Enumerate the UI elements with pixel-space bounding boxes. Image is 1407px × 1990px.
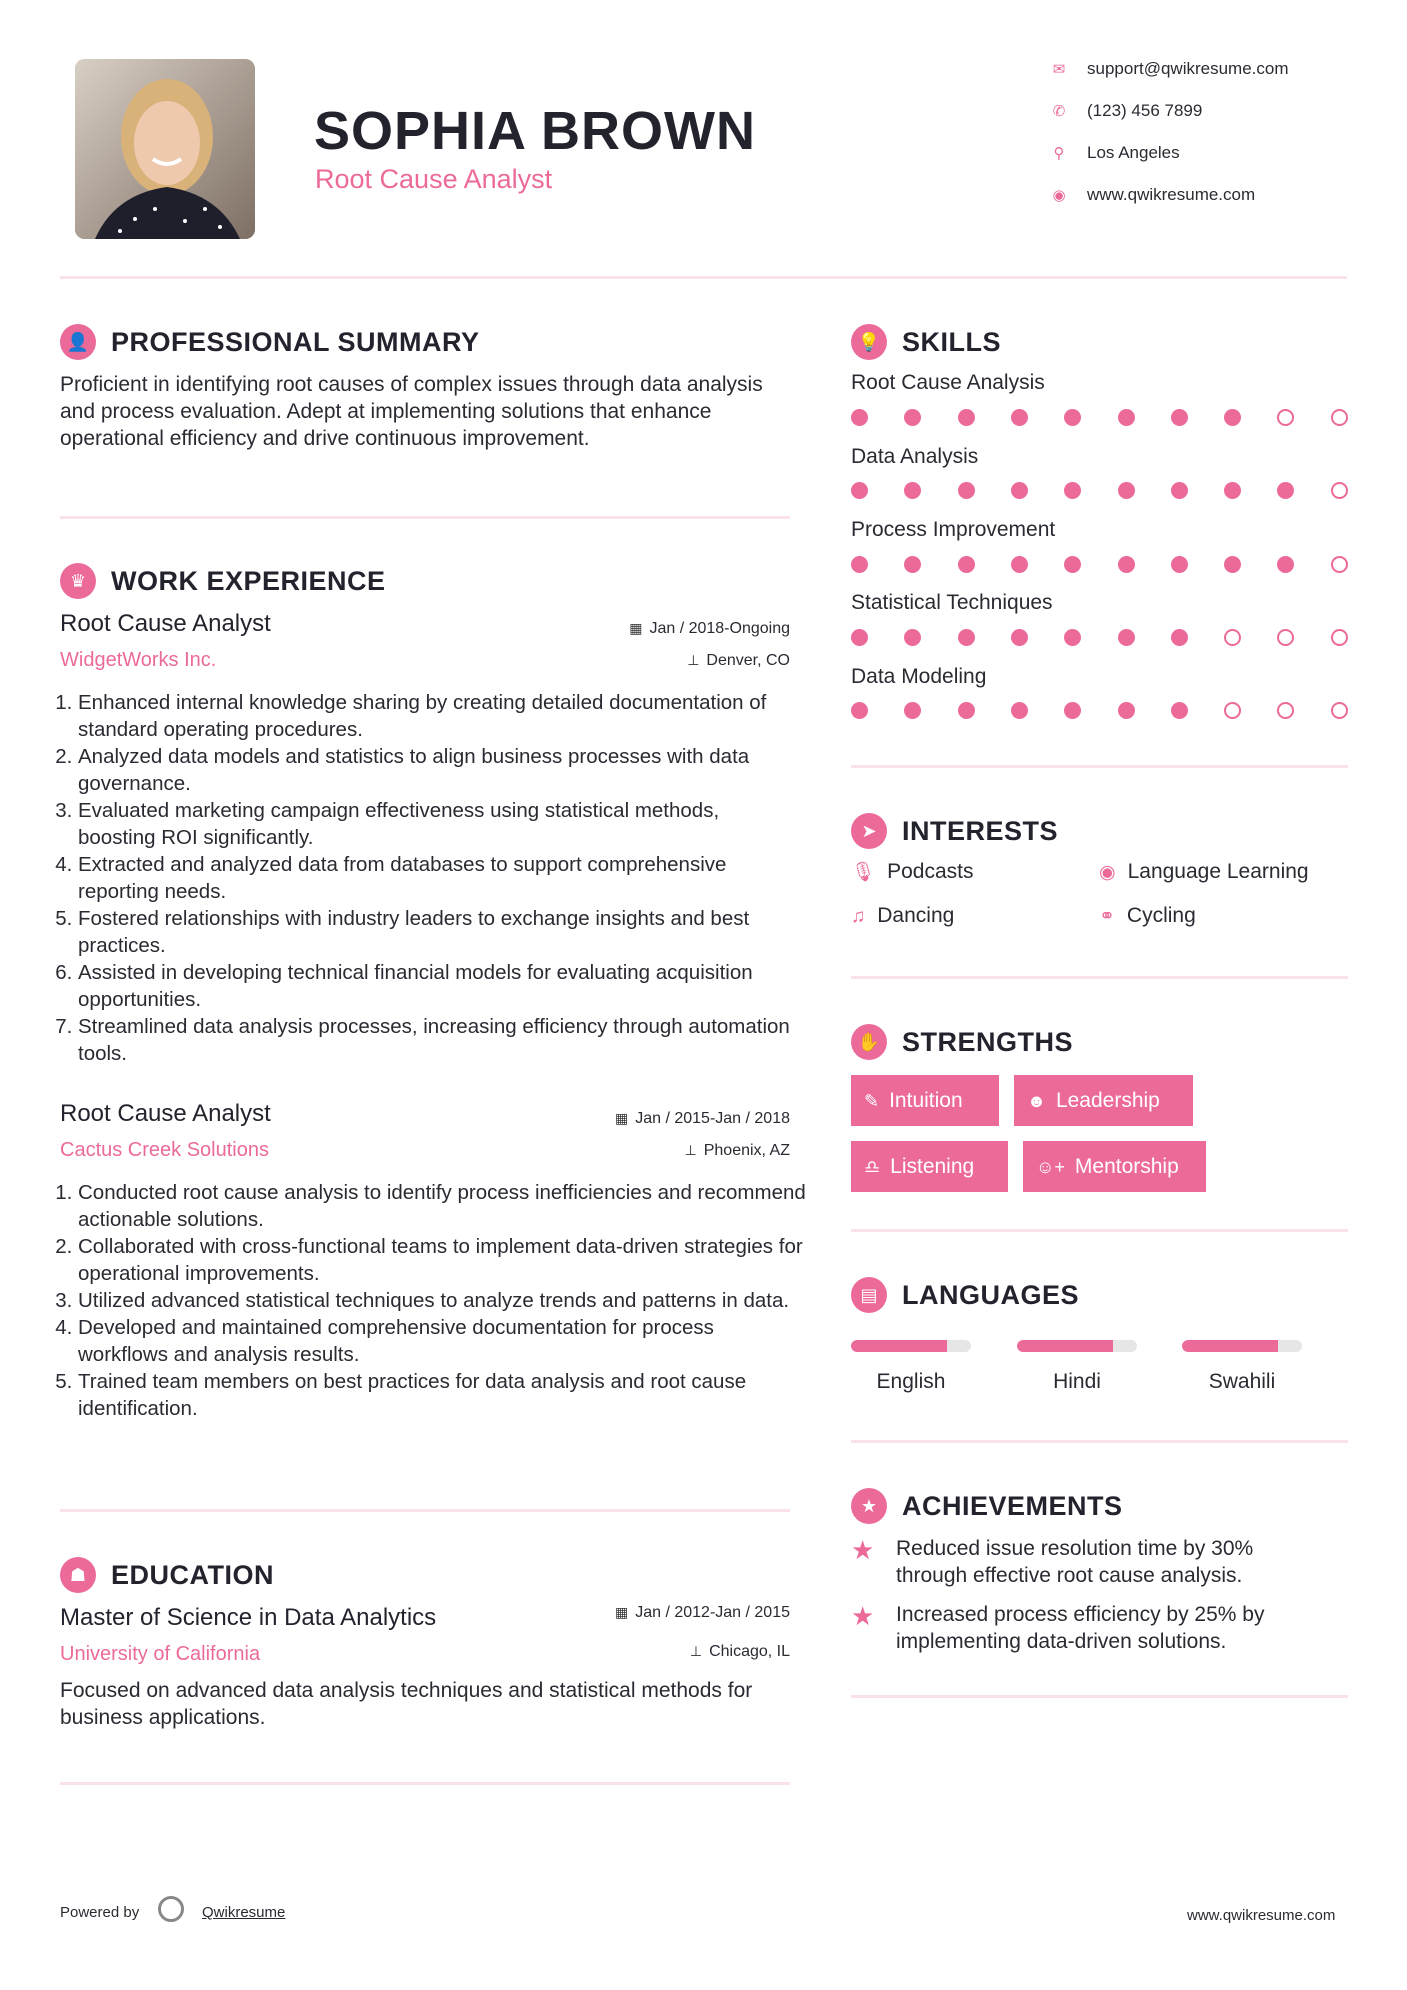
skills-heading: SKILLS (902, 327, 1002, 357)
skill-rating (851, 482, 1351, 502)
skill-dot-empty (1277, 629, 1294, 646)
interests-heading: INTERESTS (902, 816, 1059, 846)
skill-dot-filled (958, 409, 975, 426)
skill-dot-filled (904, 629, 921, 646)
footer-website[interactable]: www.qwikresume.com (1187, 1907, 1336, 1924)
list-item: 3. Evaluated marketing campaign effectiveness using statistical methods, boosting ROI significantly. (78, 797, 798, 851)
skill-dot-filled (958, 482, 975, 499)
footer-powered-by: Powered by (60, 1904, 140, 1921)
lightbulb-icon: 💡 (851, 324, 887, 360)
skill-dot-filled (1064, 629, 1081, 646)
skill-dot-filled (851, 629, 868, 646)
skill-dot-filled (851, 482, 868, 499)
skill-name: Root Cause Analysis (851, 371, 1045, 394)
list-item: 3. Utilized advanced statistical techniques to analyze trends and patterns in data. (78, 1287, 808, 1314)
education-heading: EDUCATION (111, 1560, 274, 1590)
footer-brand-link[interactable]: Qwikresume (202, 1904, 286, 1921)
resume-page: SOPHIA BROWN Root Cause Analyst ✉ support@qwikresume.com ✆ (123) 456 7899 ⚲ Los Angeles ◉ www.qwikresume.com 👤 PROFESSIONAL SUMMARY Proficient in identifying root causes of complex issues through data analysis and process evaluation. Adept at implementing solutions that enhance operational efficiency and drive continuous improvement. ♛ WORK EXPERIENCE Root Cause Analyst ▦ Jan / 2018-Ongoing WidgetWorks Inc. ⊥ Denver, CO 1. Enhanced internal knowledge sharing by creating detailed documentation of standard operating procedures. 2. Analyzed data models and statistics to align business processes with data governance. 3. Evaluated marketing campaign effectiveness using statistical methods, boosting ROI significantly. 4. Extracted and analyzed data from databases to support comprehensive reporting needs. 5. Fostered relationships with industry leaders to exchange insights and best practices. 6. Assisted in developing technical financial models for evaluating acquisition opportunities. 7. Streamlined data analysis processes, increasing efficiency through automation tools. Root Cause Analyst ▦ Jan / 2015-Jan / 2018 Cactus Creek Solutions ⊥ Phoenix, AZ 1. Conducted root cause analysis to identify process inefficiencies and recommend actionable solutions. 2. Collaborated with cross-functional teams to implement data-driven strategies for operational improvements. 3. Utilized advanced statistical techniques to analyze trends and patterns in data. 4. Developed and maintained comprehensive documentation for process workflows and analysis results. 5. Trained team members on best practices for data analysis and root cause identification. ☗ EDUCATION Master of Science in Data Analytics ▦ Jan / 2012-Jan / 2015 University of California ⊥ Chicago, IL Focused on advanced data analysis techniques and statistical methods for business applications. 💡 SKILLS Root Cause Analysis Data Analysis Process Improvement Statistical Techniques Data Modeling ➤ INTERESTS 🎙 Podcasts ◉ Language Learning ♫ Dancing ⚭ Cycling ✋ STRENGTHS ✎ Intuition ☻ Leadership ♎ Listening ☺+ Mentorship ▤ LANGUAGES English Hindi Swahili ★ ACHIEVEMENTS ★ Reduced issue resolution time by 30% through effective root cause analysis. ★ Increased process efficiency by 25% by implementing data-driven solutions. Powered by Qwikresume www.qwikresume.com (0, 0, 1407, 1990)
skill-dot-filled (1224, 409, 1241, 426)
phone-icon: ✆ (1052, 103, 1066, 120)
job-dates: ▦ Jan / 2018-Ongoing (629, 620, 790, 637)
skill-dot-filled (1118, 556, 1135, 573)
hand-icon: ✋ (851, 1024, 887, 1060)
job-location: ⊥ Denver, CO (687, 652, 790, 669)
education-text: Focused on advanced data analysis techniques and statistical methods for business applications. (60, 1679, 753, 1729)
music-note-icon: ♫ (851, 906, 866, 927)
list-item: 6. Assisted in developing technical financial models for evaluating acquisition opportunities. (78, 959, 798, 1013)
list-item: 2. Collaborated with cross-functional teams to implement data-driven strategies for operational improvements. (78, 1233, 808, 1287)
paper-plane-icon: ➤ (851, 813, 887, 849)
work-divider (60, 1509, 790, 1512)
languages-divider (851, 1440, 1348, 1443)
skill-dot-filled (904, 556, 921, 573)
candidate-title: Root Cause Analyst (315, 164, 553, 194)
calendar-icon: ▦ (614, 1110, 629, 1126)
summary-heading: PROFESSIONAL SUMMARY (111, 327, 480, 357)
list-item: 4. Extracted and analyzed data from databases to support comprehensive reporting needs. (78, 851, 798, 905)
skill-rating (851, 556, 1351, 576)
candidate-name: SOPHIA BROWN (314, 101, 756, 161)
interests-divider (851, 976, 1348, 979)
strength-tag: ☺+ Mentorship (1023, 1141, 1206, 1192)
education-dates: ▦ Jan / 2012-Jan / 2015 (614, 1604, 790, 1621)
users-icon: ☻ (1027, 1091, 1046, 1111)
star-icon: ★ (851, 1535, 875, 1565)
skill-dot-filled (1011, 409, 1028, 426)
language-name: Swahili (1208, 1370, 1276, 1393)
list-item: 5. Fostered relationships with industry leaders to exchange insights and best practices. (78, 905, 798, 959)
skill-rating (851, 702, 1351, 722)
skill-dot-filled (1011, 702, 1028, 719)
skill-dot-filled (851, 556, 868, 573)
skill-dot-filled (1171, 629, 1188, 646)
skill-dot-filled (1011, 482, 1028, 499)
skill-dot-filled (1118, 409, 1135, 426)
pushpin-icon: ⊥ (689, 1643, 703, 1659)
strengths-heading: STRENGTHS (902, 1027, 1074, 1057)
language-name: Hindi (1053, 1370, 1101, 1393)
interest-item: ♫ Dancing (851, 904, 955, 927)
skill-dot-filled (958, 556, 975, 573)
skill-dot-empty (1331, 409, 1348, 426)
interest-item: 🎙 Podcasts (851, 860, 974, 883)
skill-dot-filled (1118, 702, 1135, 719)
skill-dot-empty (1277, 409, 1294, 426)
skill-dot-filled (1064, 702, 1081, 719)
degree-title: Master of Science in Data Analytics (60, 1604, 437, 1631)
language-level-bar (1017, 1340, 1137, 1352)
list-item: 7. Streamlined data analysis processes, increasing efficiency through automation tools. (78, 1013, 798, 1067)
skill-rating (851, 409, 1351, 429)
map-pin-icon: ⚲ (1053, 145, 1065, 162)
id-card-icon: ▤ (851, 1277, 887, 1313)
skill-dot-filled (1171, 482, 1188, 499)
headphones-icon: ♎ (864, 1157, 881, 1177)
user-plus-icon: ☺+ (1036, 1157, 1065, 1177)
language-level-fill (1182, 1340, 1278, 1352)
strength-tag: ☻ Leadership (1014, 1075, 1193, 1126)
job-responsibilities (59, 1179, 808, 1422)
skill-dot-filled (904, 702, 921, 719)
list-item: 2. Analyzed data models and statistics to align business processes with data governance. (78, 743, 798, 797)
job-responsibilities (59, 689, 798, 1067)
school-name: University of California (60, 1643, 261, 1665)
list-item: 1. Conducted root cause analysis to identify process inefficiencies and recommend actionable solutions. (78, 1179, 808, 1233)
skill-dot-filled (1277, 482, 1294, 499)
job-company: Cactus Creek Solutions (60, 1139, 269, 1161)
graduation-icon: ☗ (60, 1557, 96, 1593)
skill-dot-filled (1011, 556, 1028, 573)
skill-dot-empty (1224, 702, 1241, 719)
job-title: Root Cause Analyst (60, 1100, 271, 1127)
skill-dot-empty (1331, 629, 1348, 646)
skill-name: Data Analysis (851, 445, 979, 468)
list-item: 5. Trained team members on best practices for data analysis and root cause identification. (78, 1368, 808, 1422)
pushpin-icon: ⊥ (687, 652, 700, 668)
skill-dot-filled (851, 702, 868, 719)
bicycle-icon: ⚭ (1099, 906, 1115, 927)
skill-dot-empty (1277, 702, 1294, 719)
skill-dot-empty (1331, 482, 1348, 499)
skill-dot-filled (1064, 556, 1081, 573)
envelope-icon: ✉ (1052, 61, 1066, 78)
skills-divider (851, 765, 1348, 768)
calendar-icon: ▦ (614, 1604, 629, 1620)
skill-dot-filled (1118, 482, 1135, 499)
achievements-divider (851, 1695, 1348, 1698)
interest-item: ◉ Language Learning (1099, 860, 1309, 883)
job-company: WidgetWorks Inc. (60, 649, 217, 671)
strength-tag: ✎ Intuition (851, 1075, 999, 1126)
skill-dot-filled (1011, 629, 1028, 646)
skill-dot-filled (1118, 629, 1135, 646)
skill-dot-empty (1331, 702, 1348, 719)
profile-photo-portrait (75, 59, 255, 239)
skill-dot-empty (1224, 629, 1241, 646)
job-title: Root Cause Analyst (60, 610, 271, 637)
languages-heading: LANGUAGES (902, 1280, 1080, 1310)
briefcase-icon: ♛ (60, 563, 96, 599)
strength-tag: ♎ Listening (851, 1141, 1008, 1192)
skill-dot-filled (958, 702, 975, 719)
achievements-heading: ACHIEVEMENTS (902, 1491, 1123, 1521)
skill-name: Data Modeling (851, 665, 987, 688)
skill-dot-filled (1224, 556, 1241, 573)
language-level-fill (851, 1340, 947, 1352)
skill-dot-empty (1331, 556, 1348, 573)
list-item: 1. Enhanced internal knowledge sharing by creating detailed documentation of standard operating procedures. (78, 689, 798, 743)
globe-icon: ◉ (1099, 862, 1116, 883)
skill-dot-filled (1224, 482, 1241, 499)
achievement-item: Reduced issue resolution time by 30% through effective root cause analysis. (896, 1537, 1254, 1587)
language-name: English (876, 1370, 946, 1393)
skill-dot-filled (1064, 409, 1081, 426)
skill-dot-filled (851, 409, 868, 426)
language-level-bar (1182, 1340, 1302, 1352)
skill-dot-filled (904, 482, 921, 499)
summary-text: Proficient in identifying root causes of complex issues through data analysis and process evaluation. Adept at implementing solutions that enhance operational efficiency and drive continuous improvement. (60, 373, 763, 450)
trophy-icon: ★ (851, 1488, 887, 1524)
language-level-bar (851, 1340, 971, 1352)
qwikresume-logo-icon (158, 1896, 184, 1922)
skill-rating (851, 629, 1351, 649)
strengths-divider (851, 1229, 1348, 1232)
magic-wand-icon: ✎ (864, 1091, 880, 1111)
calendar-icon: ▦ (629, 620, 643, 636)
skill-dot-filled (958, 629, 975, 646)
summary-divider (60, 516, 790, 519)
skill-dot-filled (1171, 556, 1188, 573)
star-icon: ★ (851, 1601, 875, 1631)
skill-name: Statistical Techniques (851, 591, 1053, 614)
skill-name: Process Improvement (851, 518, 1056, 541)
interest-item: ⚭ Cycling (1099, 904, 1196, 927)
skill-dot-filled (1171, 409, 1188, 426)
skill-dot-filled (1277, 556, 1294, 573)
education-divider (60, 1782, 790, 1785)
work-heading: WORK EXPERIENCE (111, 566, 386, 596)
language-level-fill (1017, 1340, 1113, 1352)
list-item: 4. Developed and maintained comprehensive documentation for process workflows and analysis results. (78, 1314, 808, 1368)
pushpin-icon: ⊥ (684, 1142, 697, 1158)
skill-dot-filled (1064, 482, 1081, 499)
job-dates: ▦ Jan / 2015-Jan / 2018 (614, 1110, 790, 1127)
user-icon: 👤 (60, 324, 96, 360)
header-divider (60, 276, 1347, 279)
skill-dot-filled (904, 409, 921, 426)
globe-icon: ◉ (1052, 187, 1066, 204)
achievement-item: Increased process efficiency by 25% by implementing data-driven solutions. (896, 1603, 1265, 1653)
job-location: ⊥ Phoenix, AZ (684, 1142, 790, 1159)
education-location: ⊥ Chicago, IL (689, 1643, 790, 1660)
skill-dot-filled (1171, 702, 1188, 719)
profile-photo (75, 59, 255, 239)
microphone-icon: 🎙 (851, 862, 876, 883)
